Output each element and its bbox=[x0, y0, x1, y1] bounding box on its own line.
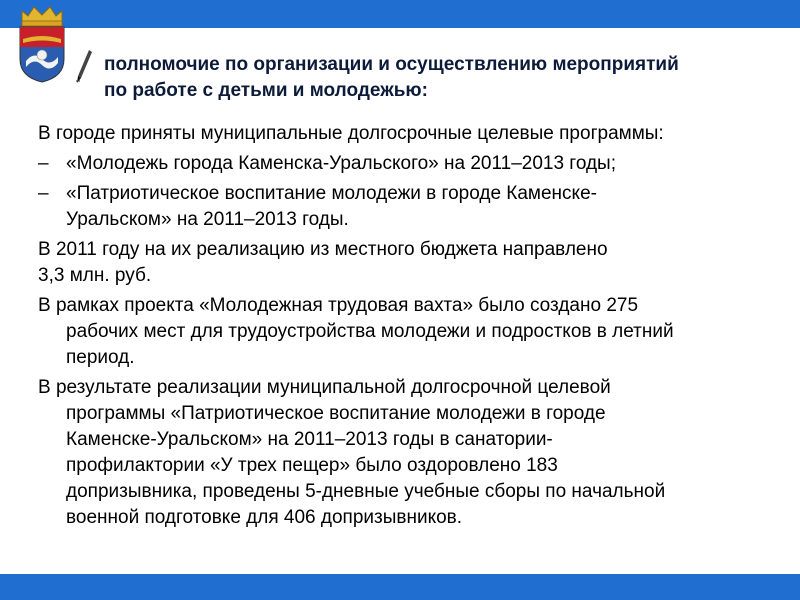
result-line-4: профилактории «У трех пещер» было оздоровлено 183 bbox=[66, 455, 558, 476]
result-line-5: допризывника, проведены 5-дневные учебные сборы по начальной bbox=[66, 481, 666, 502]
bullet-text: «Патриотическое воспитание молодежи в городе Каменске- bbox=[66, 183, 597, 204]
top-bar bbox=[0, 0, 800, 28]
bullet-text: «Молодежь города Каменска-Уральского» на 2011–2013 годы; bbox=[66, 153, 616, 174]
intro-paragraph: В городе приняты муниципальные долгосрочные целевые программы: bbox=[38, 123, 664, 144]
bullet-text-continued: Уральском» на 2011–2013 годы. bbox=[66, 209, 349, 230]
heading-line-1: полномочие по организации и осуществлению мероприятий bbox=[104, 54, 679, 75]
project-line-1: В рамках проекта «Молодежная трудовая вахта» было создано 275 bbox=[38, 295, 639, 316]
project-line-3: период. bbox=[66, 347, 135, 368]
bullet-item-1 bbox=[38, 151, 788, 177]
bullet-marker: – bbox=[38, 153, 49, 174]
heading-line-2: по работе с детьми и молодежью: bbox=[104, 80, 428, 101]
result-line-2: программы «Патриотическое воспитание молодежи в городе bbox=[66, 403, 606, 424]
result-line-1: В результате реализации муниципальной долгосрочной целевой bbox=[38, 377, 611, 398]
result-line-6: военной подготовке для 406 допризывников. bbox=[66, 507, 463, 528]
bullet-marker: – bbox=[38, 183, 49, 204]
pencil-icon bbox=[74, 48, 94, 84]
budget-line-1: В 2011 году на их реализацию из местного бюджета направлено bbox=[38, 239, 608, 260]
page-heading bbox=[104, 52, 784, 104]
result-line-3: Каменске-Уральском» на 2011–2013 годы в санатории- bbox=[66, 429, 553, 450]
bullet-item-2 bbox=[38, 181, 788, 207]
project-line-2: рабочих мест для трудоустройства молодежи и подростков в летний bbox=[66, 321, 674, 342]
budget-line-2: 3,3 млн. руб. bbox=[38, 265, 152, 286]
city-coat-of-arms-icon bbox=[14, 3, 70, 83]
bottom-bar bbox=[0, 574, 800, 600]
body-text bbox=[38, 121, 788, 531]
